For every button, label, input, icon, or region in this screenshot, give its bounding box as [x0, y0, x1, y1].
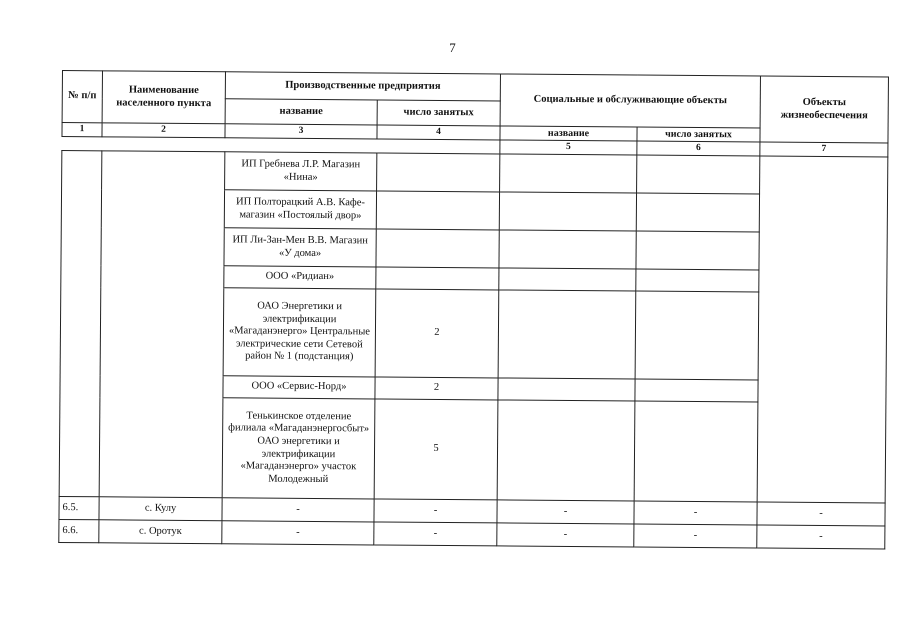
spacer-cell [377, 139, 500, 154]
dash-cell: - [374, 522, 497, 546]
life-support-cell [760, 156, 888, 195]
social-name [499, 268, 636, 291]
header-row-1 [62, 71, 888, 104]
row-no-cell [60, 286, 101, 374]
enterprise-name: Тенькинское отделение филиала «Магаданэнергосбыт» ОАО энергетики и электрификации «Магаданэнерго» участок Молодежный [222, 398, 375, 499]
row-no: 6.5. [59, 496, 99, 519]
life-support-cell [759, 232, 887, 271]
enterprise-employees [376, 267, 499, 290]
row-no-cell [61, 189, 101, 227]
spacer-cell [225, 138, 377, 153]
table-row [61, 226, 887, 270]
row-no-cell [62, 151, 102, 189]
header-sub-employees-social: число занятых [637, 127, 760, 142]
dash-cell: - [757, 502, 885, 526]
row-no-cell [59, 396, 100, 496]
row-settlement-cell [101, 189, 224, 228]
social-employees [635, 291, 759, 380]
enterprise-name: ООО «Ридиан» [224, 266, 376, 289]
social-employees [634, 401, 758, 502]
settlements-enterprises-table [58, 70, 889, 549]
enterprise-employees: 5 [374, 399, 498, 500]
column-number: 4 [377, 125, 500, 140]
social-employees [635, 379, 758, 402]
enterprise-name: ИП Ли-Зан-Мен В.В. Магазин «У дома» [224, 228, 376, 267]
table-row [60, 286, 887, 380]
spacer-cell [102, 137, 225, 152]
enterprise-name: ИП Полторацкий А.В. Кафе-магазин «Постоялый двор» [224, 190, 376, 229]
settlement-name: с. Оротук [99, 520, 222, 544]
row-settlement-cell [101, 265, 224, 288]
table-row [62, 151, 888, 195]
life-support-cell [759, 194, 887, 233]
life-support-cell [759, 270, 887, 293]
dash-cell: - [222, 521, 374, 545]
enterprise-employees [376, 229, 499, 268]
social-name [500, 154, 637, 193]
row-settlement-cell [101, 227, 224, 266]
life-support-cell [757, 402, 886, 503]
row-no-cell [60, 374, 100, 396]
row-no-cell [61, 226, 101, 264]
header-col-no: № п/п [62, 71, 102, 123]
row-settlement-cell [100, 375, 223, 398]
dash-cell: - [634, 501, 757, 525]
dash-cell: - [497, 523, 634, 547]
enterprise-name: ОАО Энергетики и электрификации «Магаданэнерго» Центральные электрические сети Сетевой район № 1 (подстанция) [223, 288, 376, 377]
spacer-cell [62, 137, 102, 151]
enterprise-name: ИП Гребнева Л.Р. Магазин «Нина» [225, 152, 377, 191]
social-employees [637, 155, 760, 194]
enterprise-name: ООО «Сервис-Норд» [223, 376, 375, 399]
header-group-production: Производственные предприятия [225, 72, 500, 101]
enterprise-employees [376, 191, 499, 230]
row-no: 6.6. [59, 519, 99, 542]
column-number: 1 [62, 123, 102, 137]
column-number: 6 [637, 141, 760, 156]
header-col-settlement: Наименование населенного пункта [102, 71, 225, 124]
life-support-cell [758, 380, 886, 403]
header-sub-name: название [225, 99, 377, 125]
column-number: 5 [500, 140, 637, 155]
header-col-life-support: Объекты жизнеобеспечения [760, 76, 889, 143]
column-number: 2 [102, 123, 225, 138]
table-row [61, 189, 887, 233]
life-support-cell [758, 292, 887, 381]
header-sub-employees: число занятых [377, 100, 500, 126]
dash-cell: - [497, 500, 634, 524]
page-number: 7 [449, 40, 456, 55]
dash-cell: - [374, 499, 497, 523]
dash-cell: - [757, 525, 885, 549]
social-employees [636, 269, 759, 292]
column-number: 7 [760, 142, 888, 157]
enterprise-employees: 2 [375, 289, 499, 378]
table-row [59, 396, 886, 502]
row-no-cell [61, 264, 101, 286]
social-name [498, 378, 635, 401]
header-group-social: Социальные и обслуживающие объекты [500, 74, 760, 128]
row-settlement-cell [102, 151, 225, 190]
row-settlement-cell [99, 397, 223, 498]
social-employees [636, 193, 759, 232]
settlement-name: с. Кулу [99, 497, 222, 521]
dash-cell: - [222, 498, 374, 522]
enterprise-employees [377, 153, 500, 192]
header-sub-name-social: название [500, 126, 637, 141]
row-settlement-cell [100, 287, 224, 376]
social-employees [636, 231, 759, 270]
column-number: 3 [225, 124, 377, 139]
dash-cell: - [634, 524, 757, 548]
enterprise-employees: 2 [375, 377, 498, 400]
social-name [497, 400, 635, 501]
social-name [498, 290, 636, 379]
social-name [499, 192, 636, 231]
social-name [499, 230, 636, 269]
